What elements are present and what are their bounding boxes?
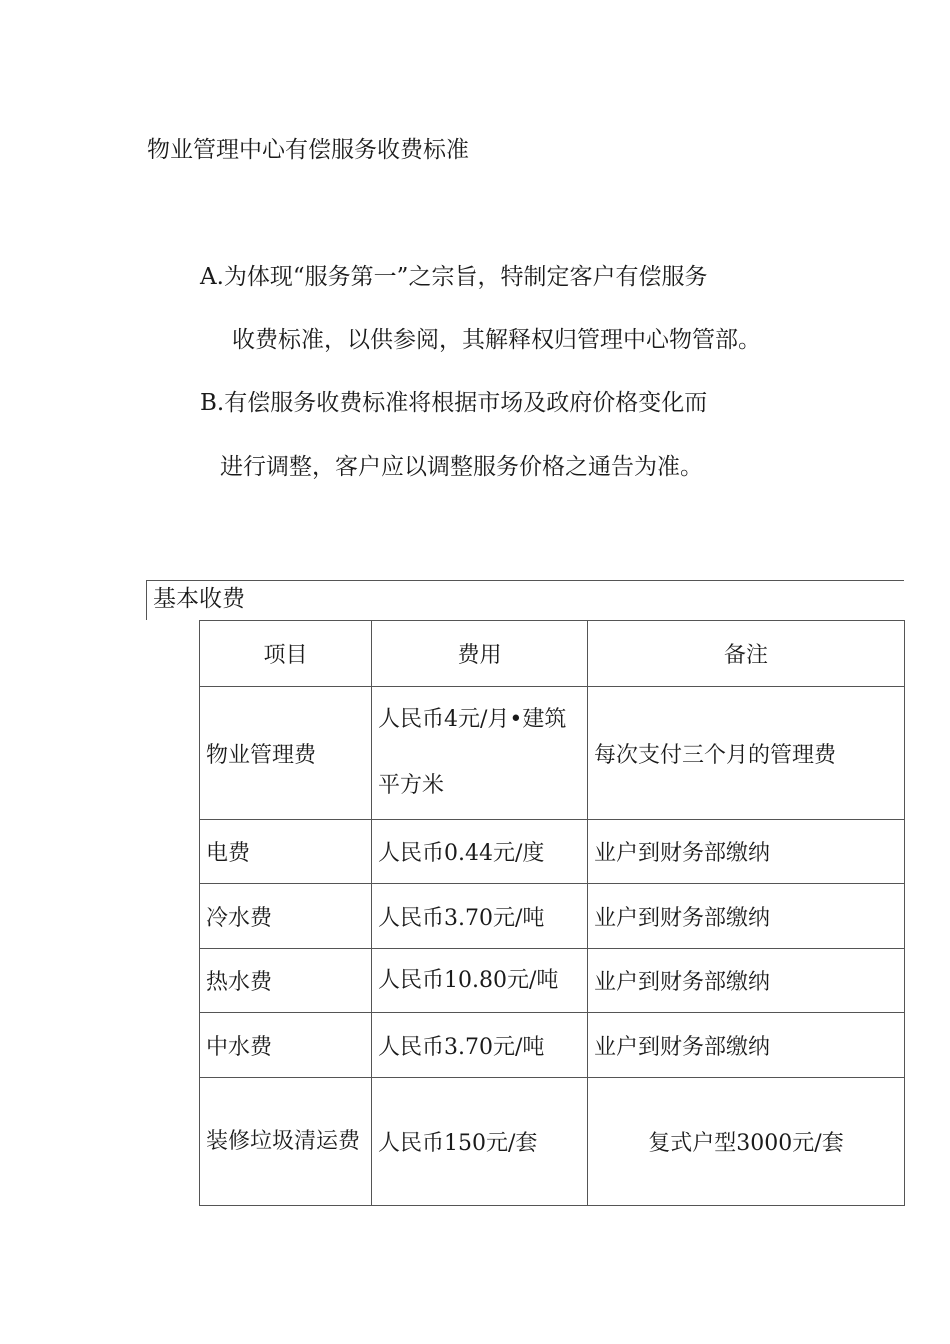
header-item: 项目: [200, 621, 372, 687]
table-row: [200, 1013, 905, 1078]
header-fee: 费用: [372, 621, 588, 687]
cell-item: 电费: [200, 820, 372, 884]
table-row: [200, 1078, 905, 1206]
table-row: [200, 820, 905, 884]
paragraph-b-line-2: 进行调整，客户应以调整服务价格之通告为准。: [220, 454, 703, 480]
cell-fee: 人民币10.80元/吨: [372, 949, 588, 1013]
cell-item: 装修垃圾清运费: [200, 1078, 372, 1206]
document-title: 物业管理中心有偿服务收费标准: [147, 137, 469, 163]
cell-fee: 人民币0.44元/度: [372, 820, 588, 884]
cell-note: 业户到财务部缴纳: [588, 820, 905, 884]
cell-note: 每次支付三个月的管理费: [588, 687, 905, 820]
cell-note: 业户到财务部缴纳: [588, 1013, 905, 1078]
table-header-row: [200, 621, 905, 687]
section-label: 基本收费: [153, 586, 245, 612]
cell-item: 热水费: [200, 949, 372, 1013]
cell-note: 业户到财务部缴纳: [588, 884, 905, 949]
paragraph-a-line-1: A.为体现“服务第一”之宗旨，特制定客户有偿服务: [200, 264, 708, 290]
fee-table: [199, 620, 905, 1206]
table-row: [200, 687, 905, 820]
cell-fee: 人民币4元/月•建筑平方米: [372, 687, 588, 820]
paragraph-b-line-1: B.有偿服务收费标准将根据市场及政府价格变化而: [200, 390, 708, 416]
paragraph-a-line-2: 收费标准，以供参阅，其解释权归管理中心物管部。: [232, 327, 761, 353]
cell-note: 复式户型3000元/套: [588, 1078, 905, 1206]
header-note: 备注: [588, 621, 905, 687]
cell-fee: 人民币3.70元/吨: [372, 884, 588, 949]
cell-note: 业户到财务部缴纳: [588, 949, 905, 1013]
table-row: [200, 884, 905, 949]
cell-item: 中水费: [200, 1013, 372, 1078]
cell-item: 物业管理费: [200, 687, 372, 820]
table-row: [200, 949, 905, 1013]
cell-fee: 人民币3.70元/吨: [372, 1013, 588, 1078]
cell-item: 冷水费: [200, 884, 372, 949]
cell-fee: 人民币150元/套: [372, 1078, 588, 1206]
section-basic-fees: [146, 580, 904, 620]
